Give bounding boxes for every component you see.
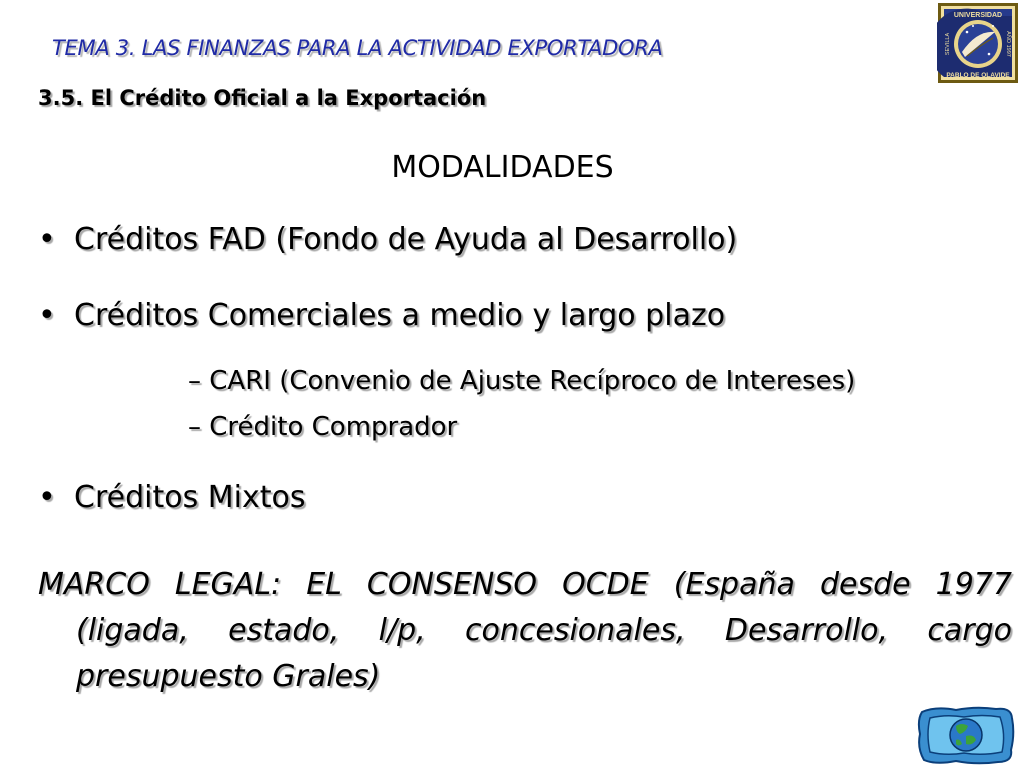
sub-bullet-marker: – — [188, 366, 201, 396]
sub-bullet-text: CARI (Convenio de Ajuste Recíproco de Intereses) — [209, 366, 856, 396]
seal-left-text: SEVILLA — [945, 32, 951, 56]
bullet-text: Créditos FAD (Fondo de Ayuda al Desarrollo) — [74, 222, 738, 257]
sub-bullet-credito-comprador — [188, 412, 457, 442]
bullet-text: Créditos Mixtos — [74, 480, 306, 515]
sub-bullet-marker: – — [188, 412, 201, 442]
sub-bullet-cari — [188, 366, 855, 396]
sub-bullet-text: Crédito Comprador — [209, 412, 458, 442]
bullet-creditos-fad — [38, 222, 737, 257]
bullet-marker: • — [38, 222, 56, 257]
slide-topic: TEMA 3. LAS FINANZAS PARA LA ACTIVIDAD EXPORTADORA — [52, 36, 663, 60]
legal-framework-text: MARCO LEGAL: EL CONSENSO OCDE (España desde 1977 (ligada, estado, l/p, concesionales, Desarrollo, cargo presupuesto Grales) — [38, 567, 1012, 694]
globe-button-icon[interactable] — [916, 704, 1016, 766]
bullet-creditos-mixtos — [38, 480, 305, 515]
seal-bottom-text: PABLO DE OLAVIDE — [946, 72, 1010, 79]
university-seal-icon — [937, 2, 1019, 84]
seal-right-text: AÑO 1997 — [1005, 31, 1011, 57]
bullet-creditos-comerciales — [38, 298, 725, 333]
slide-heading: MODALIDADES — [391, 150, 614, 185]
bullet-text: Créditos Comerciales a medio y largo plazo — [74, 298, 726, 333]
section-title: 3.5. El Crédito Oficial a la Exportación — [38, 86, 487, 110]
seal-top-text: UNIVERSIDAD — [953, 12, 1003, 19]
bullet-marker: • — [38, 298, 56, 333]
bullet-marker: • — [38, 480, 56, 515]
